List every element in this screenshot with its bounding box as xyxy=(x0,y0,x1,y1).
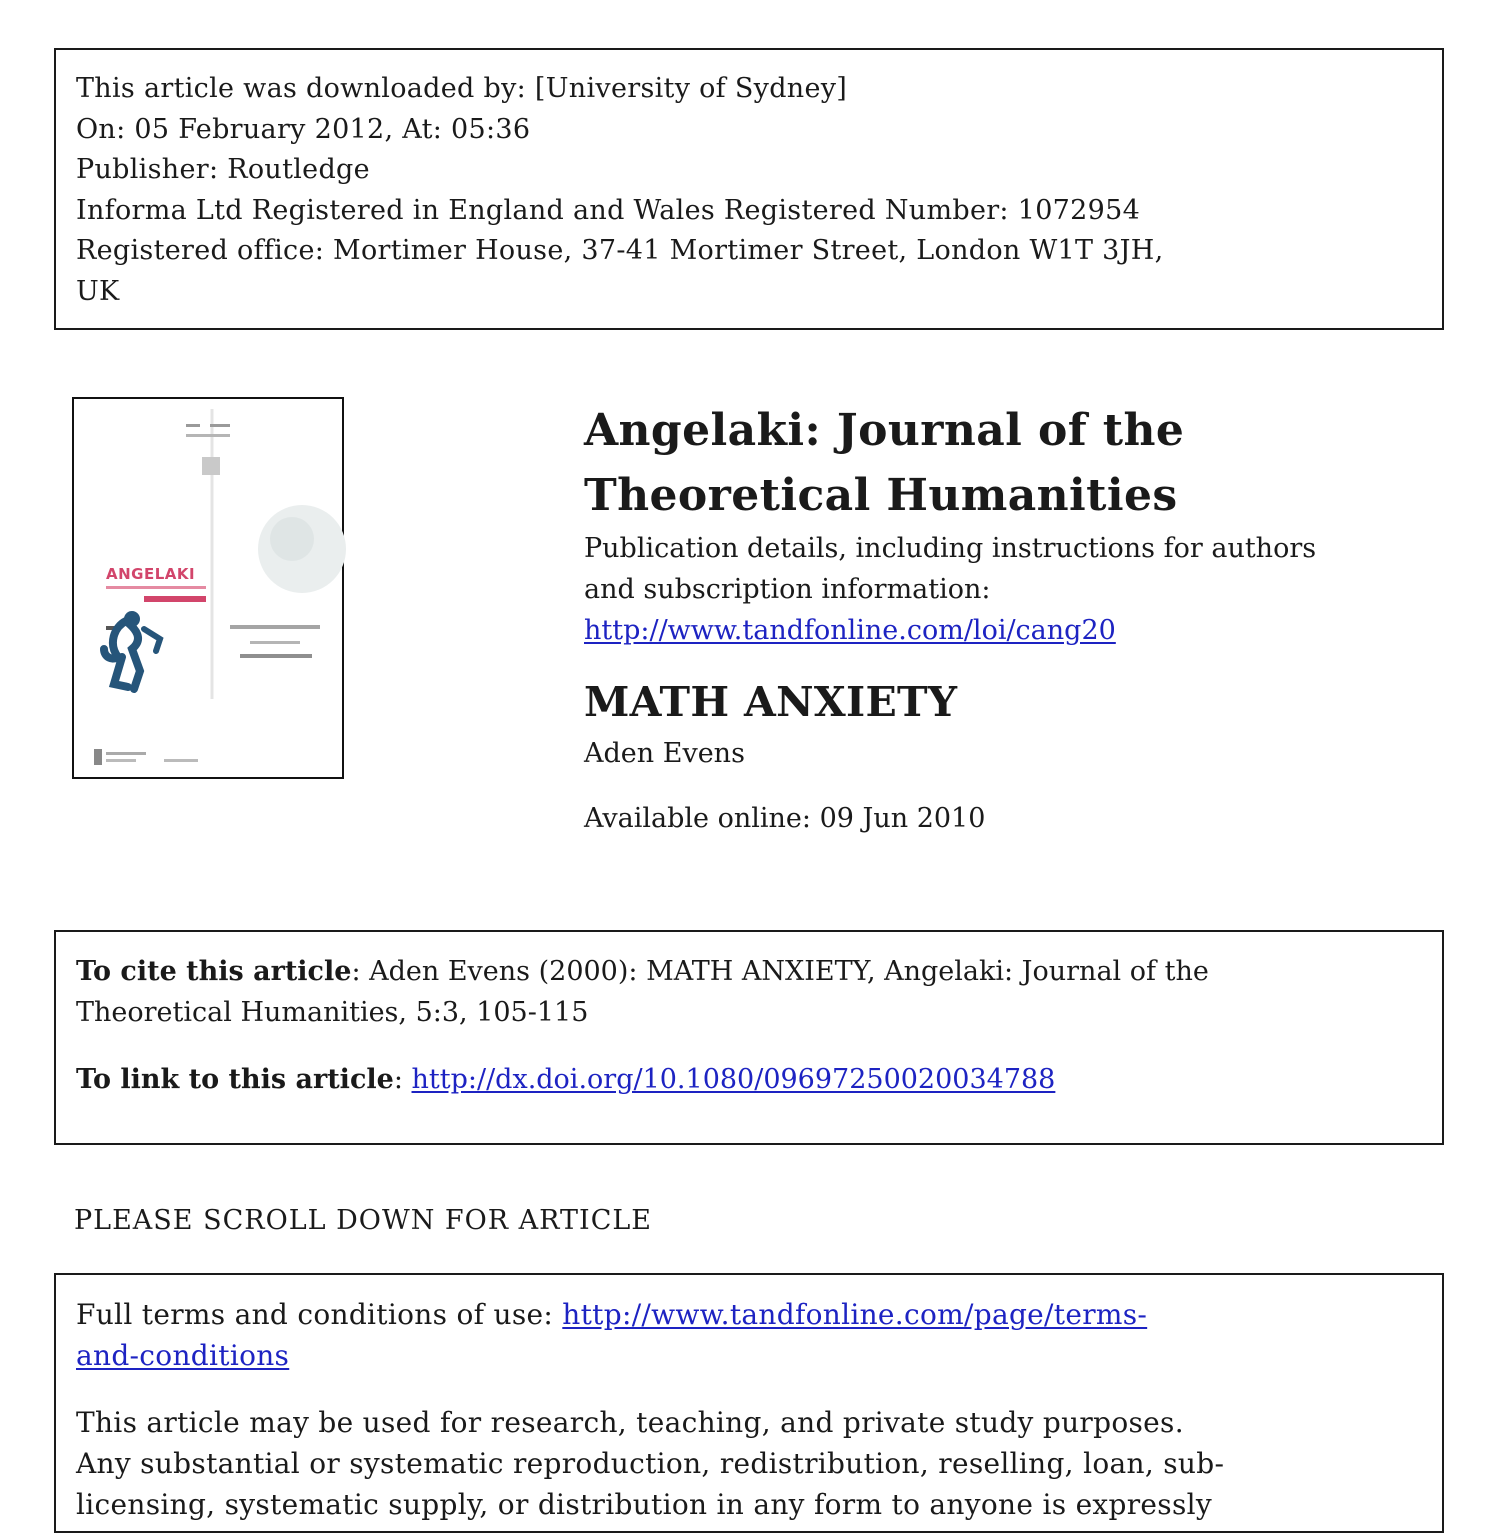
cite-label: To cite this article xyxy=(76,956,352,987)
terms-link-part2[interactable]: and-conditions xyxy=(76,1339,290,1372)
publication-details-line2: and subscription information: xyxy=(584,574,991,605)
doi-link[interactable]: http://dx.doi.org/10.1080/09697250020034788 xyxy=(411,1064,1056,1095)
link-label: To link to this article xyxy=(76,1064,394,1095)
journal-url-link[interactable]: http://www.tandfonline.com/loi/cang20 xyxy=(584,615,1116,646)
article-title: MATH ANXIETY xyxy=(584,678,958,726)
citation-text: : Aden Evens (2000): MATH ANXIETY, Angelaki: Journal of the xyxy=(351,956,1209,987)
scroll-down-note: PLEASE SCROLL DOWN FOR ARTICLE xyxy=(74,1205,653,1236)
registration-number: Informa Ltd Registered in England and Wales Registered Number: 1072954 xyxy=(76,194,1141,226)
journal-info xyxy=(584,398,1464,834)
citation-line2: Theoretical Humanities, 5:3, 105-115 xyxy=(76,997,589,1028)
registered-office: Registered office: Mortimer House, 37-41 Mortimer Street, London W1T 3JH, xyxy=(76,235,1164,266)
cover-art xyxy=(74,399,342,777)
journal-title-line2: Theoretical Humanities xyxy=(584,470,1178,521)
cover-journal-name: ANGELAKI xyxy=(106,565,196,583)
terms-paragraph-line3: licensing, systematic supply, or distribution in any form to anyone is expressly xyxy=(76,1488,1213,1521)
journal-title-line1: Angelaki: Journal of the xyxy=(584,405,1185,456)
article-link-row xyxy=(76,1059,1422,1100)
terms-box xyxy=(54,1273,1444,1533)
download-source: This article was downloaded by: [University of Sydney] xyxy=(76,73,848,104)
citation-box xyxy=(54,930,1444,1145)
terms-paragraph-line1: This article may be used for research, teaching, and private study purposes. xyxy=(76,1406,1184,1439)
download-date: On: 05 February 2012, At: 05:36 xyxy=(76,113,531,145)
download-info-box xyxy=(54,48,1444,330)
terms-paragraph-line2: Any substantial or systematic reproduction, redistribution, reselling, loan, sub- xyxy=(76,1447,1225,1480)
publication-details-line1: Publication details, including instructions for authors xyxy=(584,533,1317,564)
registered-office-country: UK xyxy=(76,275,120,307)
link-separator: : xyxy=(393,1064,412,1095)
publisher: Publisher: Routledge xyxy=(76,154,370,185)
available-online-date: Available online: 09 Jun 2010 xyxy=(584,803,986,834)
journal-cover-thumbnail xyxy=(72,397,344,779)
terms-url-line1 xyxy=(76,1294,1422,1335)
terms-link-part1[interactable]: http://www.tandfonline.com/page/terms- xyxy=(562,1298,1148,1331)
terms-intro: Full terms and conditions of use: xyxy=(76,1298,563,1331)
citation-line1 xyxy=(76,951,1422,992)
article-author: Aden Evens xyxy=(584,738,745,769)
